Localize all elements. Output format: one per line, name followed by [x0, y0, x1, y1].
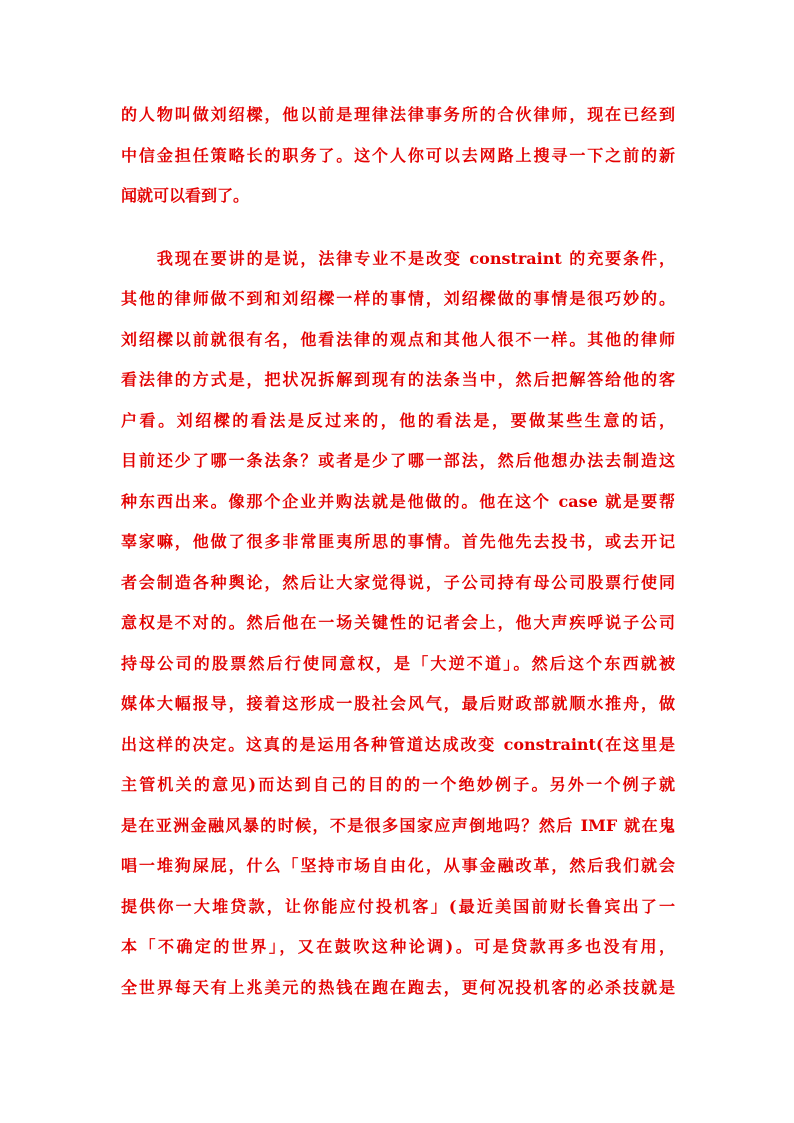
text-line: 唱一堆狗屎屁，什么「坚持市场自由化，从事金融改革，然后我们就会 — [121, 856, 675, 875]
text-line: 闻就可以看到了。 — [121, 186, 250, 205]
paragraph-2 — [121, 239, 675, 1049]
text-line: 我现在要讲的是说，法律专业不是改变 constraint 的充要条件， — [121, 248, 675, 268]
text-line: 的人物叫做刘绍樑，他以前是理律法律事务所的合伙律师，现在已经到 — [121, 105, 675, 124]
text-line: 提供你一大堆贷款，让你能应付投机客」(最近美国前财长鲁宾出了一 — [121, 896, 675, 916]
text-line: 中信金担任策略长的职务了。这个人你可以去网路上搜寻一下之前的新 — [121, 145, 675, 165]
text-line: 意权是不对的。然后他在一场关键性的记者会上，他大声疾呼说子公司 — [121, 613, 675, 632]
text-line: 媒体大幅报导，接着这形成一股社会风气，最后财政部就顺水推舟，做 — [121, 694, 675, 713]
text-line: 目前还少了哪一条法条？或者是少了哪一部法，然后他想办法去制造这 — [121, 451, 675, 470]
text-line: 辜家嘛，他做了很多非常匪夷所思的事情。首先他先去投书，或去开记 — [121, 532, 675, 551]
text-line: 本「不确定的世界」，又在鼓吹这种论调)。可是贷款再多也没有用， — [121, 937, 675, 956]
text-line: 户看。刘绍樑的看法是反过来的，他的看法是，要做某些生意的话， — [121, 410, 675, 430]
text-line: 刘绍樑以前就很有名，他看法律的观点和其他人很不一样。其他的律师 — [121, 329, 675, 349]
text-line: 种东西出来。像那个企业并购法就是他做的。他在这个 case 就是要帮 — [121, 491, 675, 511]
text-line: 出这样的决定。这真的是运用各种管道达成改变 constraint(在这里是 — [121, 734, 675, 754]
text-line: 看法律的方式是，把状况拆解到现有的法条当中，然后把解答给他的客 — [121, 370, 675, 389]
text-line — [121, 1008, 675, 1049]
text-line: 全世界每天有上兆美元的热钱在跑在跑去，更何况投机客的必杀技就是 — [121, 977, 675, 997]
text-line: 主管机关的意见)而达到自己的目的的一个绝妙例子。另外一个例子就 — [121, 775, 675, 794]
text-line: 是在亚洲金融风暴的时候，不是很多国家应声倒地吗？然后 IMF 就在鬼 — [121, 815, 675, 835]
document-body — [121, 95, 675, 1049]
text-line: 者会制造各种舆论，然后让大家觉得说，子公司持有母公司股票行使同 — [121, 572, 675, 592]
text-line: 持母公司的股票然后行使同意权，是「大逆不道」。然后这个东西就被 — [121, 653, 675, 673]
text-line: 其他的律师做不到和刘绍樑一样的事情，刘绍樑做的事情是很巧妙的。 — [121, 289, 675, 308]
paragraph-1 — [121, 95, 675, 217]
